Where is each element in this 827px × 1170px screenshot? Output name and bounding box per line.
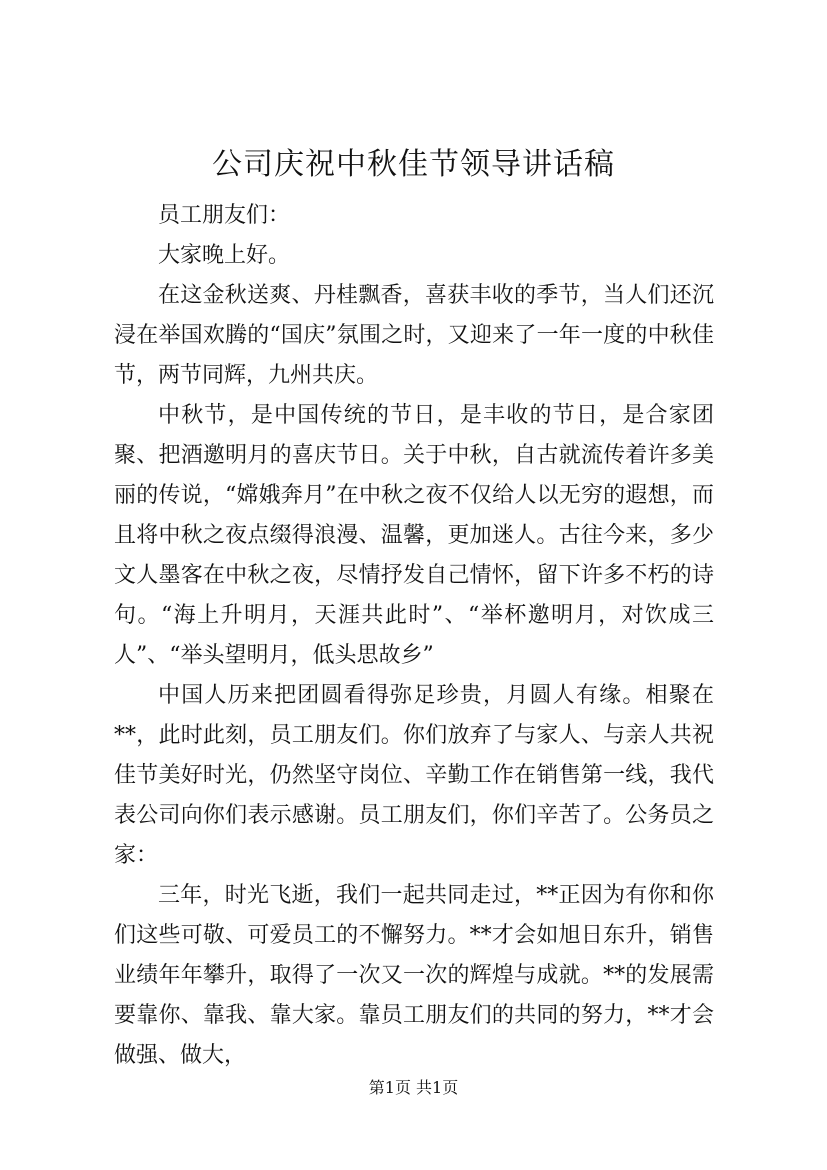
body-paragraph: 中国人历来把团圆看得弥足珍贵，月圆人有缘。相聚在**，此时此刻，员工朋友们。你们放弃了与家人、与亲人共祝佳节美好时光，仍然坚守岗位、辛勤工作在销售第一线，我代表公司向你们表示感谢。员工朋友们，你们辛苦了。公务员之家：: [114, 683, 714, 868]
body-paragraph: 三年，时光飞逝，我们一起共同走过，**正因为有你和你们这些可敬、可爱员工的不懈努力。**才会如旭日东升，销售业绩年年攀升，取得了一次又一次的辉煌与成就。**的发展需要靠你、靠我、靠大家。靠员工朋友们的共同的努力，**才会做强、做大，: [114, 883, 714, 1068]
document-body: [114, 196, 714, 1076]
salutation-paragraph: 员工朋友们：: [158, 203, 291, 228]
document-title: 公司庆祝中秋佳节领导讲话稿: [212, 147, 615, 182]
page-footer: 第1页 共1页: [368, 1078, 459, 1097]
greeting-paragraph: 大家晚上好。: [158, 243, 291, 268]
body-paragraph: 在这金秋送爽、丹桂飘香，喜获丰收的季节，当人们还沉浸在举国欢腾的“国庆”氛围之时，又迎来了一年一度的中秋佳节，两节同辉，九州共庆。: [114, 283, 714, 388]
body-paragraph: 中秋节，是中国传统的节日，是丰收的节日，是合家团聚、把酒邀明月的喜庆节日。关于中秋，自古就流传着许多美丽的传说，“嫦娥奔月”在中秋之夜不仅给人以无穷的遐想，而且将中秋之夜点缀得浪漫、温馨，更加迷人。古往今来，多少文人墨客在中秋之夜，尽情抒发自己情怀，留下许多不朽的诗句。“海上升明月，天涯共此时”、“举杯邀明月，对饮成三人”、“举头望明月，低头思故乡”: [114, 403, 714, 668]
